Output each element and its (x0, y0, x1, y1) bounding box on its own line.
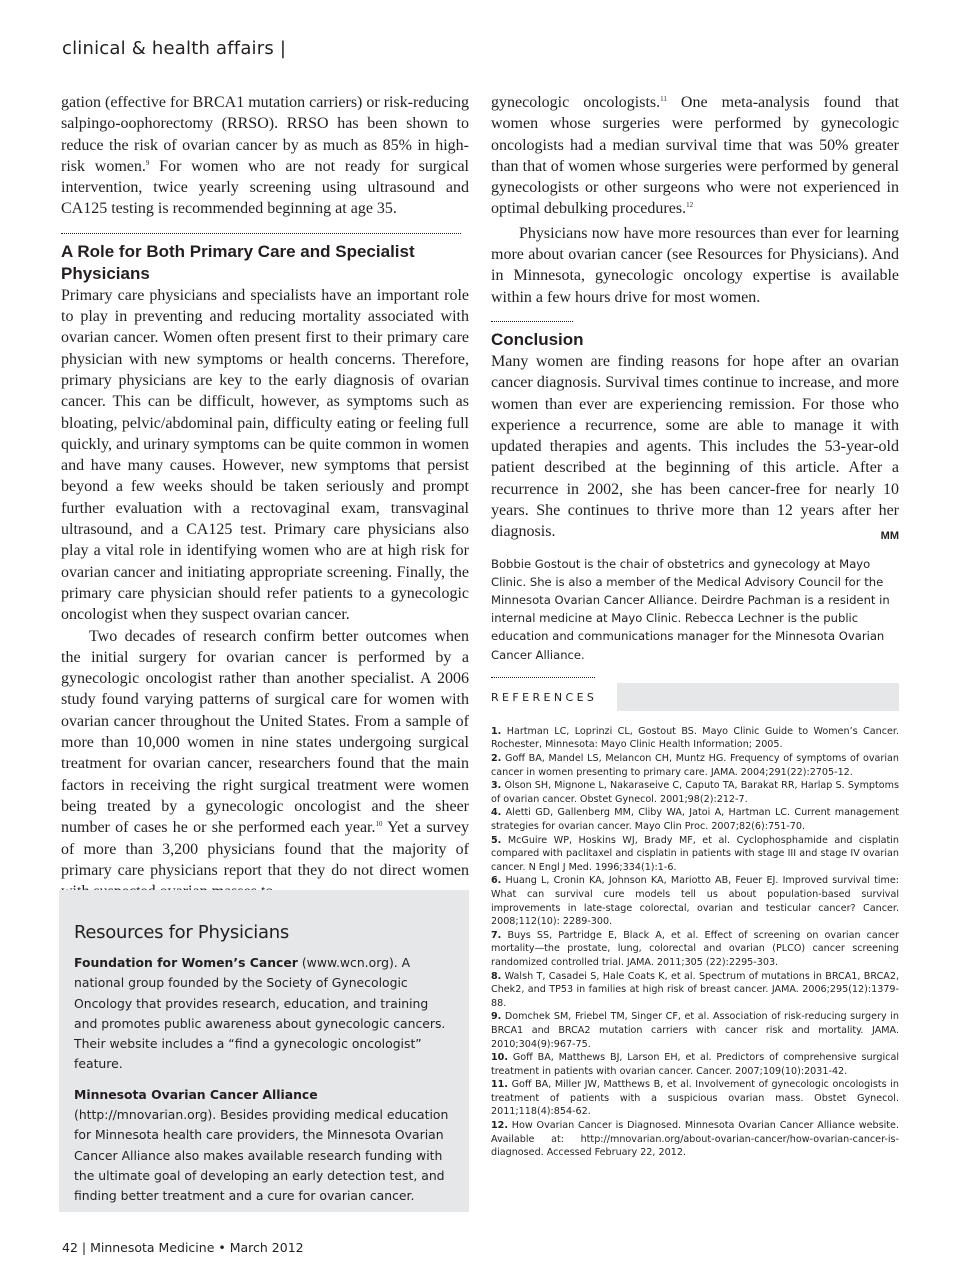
resource-item-foundation: Foundation for Women’s Cancer (www.wcn.org). A national group founded by the Society of Gynecologic Oncology that provides research, education, and training and promotes public awareness about gynecologic cancers. Their website includes a “find a gynecologic oncologist” feature. (74, 955, 446, 1072)
reference-item: 4. Aletti GD, Gallenberg MM, Cliby WA, Jatoi A, Hartman LC. Current management strategies for ovarian cancer. Mayo Clin Proc. 2007;82(6):751-70. (491, 807, 899, 833)
end-mark: MM (880, 530, 899, 543)
left-column (61, 92, 469, 902)
right-paragraph-1: gynecologic oncologists.$^{11}$ One meta-analysis found that women whose surgeries were performed by gynecologic oncologists had a median survival time that was 50% greater than that of women whose surgeries were performed by general gynecologists or other surgeons who were not experienced in optimal debulking procedures.$^{12}$ (491, 94, 899, 218)
reference-item: 11. Goff BA, Miller JW, Matthews B, et al. Involvement of gynecologic oncologists in treatment of patients with a suspicious ovarian mass. Obstet Gynecol. 2011;118(4):854-62. (491, 1079, 899, 1118)
dotted-divider (61, 233, 461, 234)
left-paragraph-3: Two decades of research confirm better outcomes when the initial surgery for ovarian cancer is performed by a gynecologic oncologist rather than another specialist. A 2006 study found varying patterns of surgical care for women with ovarian cancer throughout the United States. From a sample of more than 10,000 women in nine states undergoing surgical treatment for ovarian cancer, researchers found that the main factors in receiving the right surgical treatment were women being treated by a gynecologic oncologist and the sheer number of cases he or she performed each year.$^{10}$ Yet a survey of more than 3,200 physicians found that the majority of primary care physicians report that they do not direct women (61, 627, 469, 879)
dotted-divider (491, 321, 573, 322)
author-bio: Bobbie Gostout is the chair of obstetrics and gynecology at Mayo Clinic. She is also a member of the Medical Advisory Council for the Minnesota Ovarian Cancer Alliance. Deirdre Pachman is a resident in internal medicine at Mayo Clinic. Rebecca Lechner is the public education and communications manager for the Minnesota Ovarian Cancer Alliance. (491, 556, 890, 662)
reference-item: 9. Domchek SM, Friebel TM, Singer CF, et al. Association of risk-reducing surgery in BRCA1 and BRCA2 mutation carriers with cancer risk and mortality. JAMA. 2010;304(9):967-75. (491, 1011, 899, 1050)
references-bar (617, 683, 899, 711)
section-label: clinical & health affairs | (62, 38, 287, 59)
resource-item-mnovarian: Minnesota Ovarian Cancer Alliance (http://mnovarian.org). Besides providing medical education for Minnesota health care providers, the Minnesota Ovarian Cancer Alliance also makes available research funding with the ultimate goal of developing an early detection test, and finding better treatment and a cure for ovarian cancer. (74, 1086, 449, 1204)
dotted-divider (491, 677, 595, 678)
reference-item: 6. Huang L, Cronin KA, Johnson KA, Mariotto AB, Feuer EJ. Improved survival time: What can survival cure models tell us about population-based survival improvements in late-stage colorectal, ovarian and testicular cancer? Cancer. 2008;112(10): 2289-300. (491, 875, 899, 928)
reference-item: 3. Olson SH, Mignone L, Nakaraseive C, Caputo TA, Barakat RR, Harlap S. Symptoms of ovarian cancer. Obstet Gynecol. 2001;98(2):212-7. (491, 780, 899, 805)
reference-item: 10. Goff BA, Matthews BJ, Larson EH, et al. Predictors of comprehensive surgical treatment in patients with ovarian cancer. Cancer. 2007;109(10):2031-42. (491, 1052, 899, 1077)
reference-item: 5. McGuire WP, Hoskins WJ, Brady MF, et al. Cyclophosphamide and cisplatin compared with paclitaxel and cisplatin in patients with stage III and stage IV ovarian cancer. N Engl J Med. 1996;334(1):1-6. (491, 834, 899, 873)
conclusion-paragraph: Many women are finding reasons for hope after an ovarian cancer diagnosis. Survival times continue to increase, and more women than ever are experiencing remission. For those who experience a recurrence, some are able to manage it with updated therapies and agents. This includes the 53-year-old patient described at the beginning of this article. After a recurrence in 2002, she has been cancer-free for nearly 10 years. She continues to thrive more than 12 years after her diagnosis. MM (491, 351, 899, 543)
reference-item: 12. How Ovarian Cancer is Diagnosed. Minnesota Ovarian Cancer Alliance website. Available at: http://mnovarian.org/about-ovarian-cancer/how-ovarian-cancer-is-diagnosed. Accessed February 22, 2012. (491, 1120, 899, 1159)
references-list (491, 725, 899, 1160)
right-column (491, 92, 899, 1160)
left-paragraph-2: Primary care physicians and specialists have an important role to play in preventing and reducing mortality associated with ovarian cancer. Women often present first to their primary care physician with new symptoms or health concerns. Therefore, primary physicians are key to the early diagnosis of ovarian cancer. This can be difficult, however, as symptoms such as bloating, pelvic/abdominal pain, difficulty eating or feeling full quickly, and urinary symptoms can be quite common in women and have many causes. However, new symptoms that persist beyond a few weeks should be taken seriously and prompt further evaluation with a rectovaginal exam, transvaginal ultrasound, and a CA125 test. Primary care physicians also play a vital role in identifying women who are at high risk for ovarian cancer and initiating appropriate screening. Finally, the primary care physician should refer patients to a gynecologic oncologist when they suspect ovarian cancer. (61, 286, 469, 624)
section-heading-conclusion: Conclusion (491, 329, 584, 349)
left-paragraph-1: gation (effective for BRCA1 mutation carriers) or risk-reducing salpingo-oophorectomy (RRSO). RRSO has been shown to reduce the risk of ovarian cancer by as much as 85% in high-risk women.$^9$ For women who are not ready for surgical intervention, twice yearly screening using ultrasound and CA125 testing is recommended beginning at age 35. (61, 94, 470, 218)
reference-item: 2. Goff BA, Mandel LS, Melancon CH, Muntz HG. Frequency of symptoms of ovarian cancer in women presenting to primary care. JAMA. 2004;291(22):2705-12. (491, 753, 899, 778)
reference-item: 8. Walsh T, Casadei S, Hale Coats K, et al. Spectrum of mutations in BRCA1, BRCA2, Chek2, and TP53 in families at high risk of breast cancer. JAMA. 2006;295(12):1379-88. (491, 970, 899, 1009)
right-paragraph-2: Physicians now have more resources than ever for learning more about ovarian cancer (see Resources for Physicians). And in Minnesota, gynecologic oncology expertise is available within a few hours drive for most women. (491, 224, 899, 306)
resources-title: Resources for Physicians (74, 922, 289, 943)
reference-item: 7. Buys SS, Partridge E, Black A, et al. Effect of screening on ovarian cancer mortality—the prostate, lung, colorectal and ovarian (PLCO) cancer screening randomized controlled trial. JAMA. 2011;305 (22):2295-303. (491, 929, 899, 968)
page-footer: 42 | Minnesota Medicine • March 2012 (62, 1240, 304, 1255)
section-heading-role: A Role for Both Primary Care and Specialist Physicians (61, 241, 415, 283)
reference-item: 1. Hartman LC, Loprinzi CL, Gostout BS. Mayo Clinic Guide to Women’s Cancer. Rochester, Minnesota: Mayo Clinic Health Information; 2005. (491, 725, 899, 751)
references-header (491, 683, 899, 711)
resources-sidebar (59, 890, 469, 1212)
references-title: REFERENCES (491, 690, 598, 704)
